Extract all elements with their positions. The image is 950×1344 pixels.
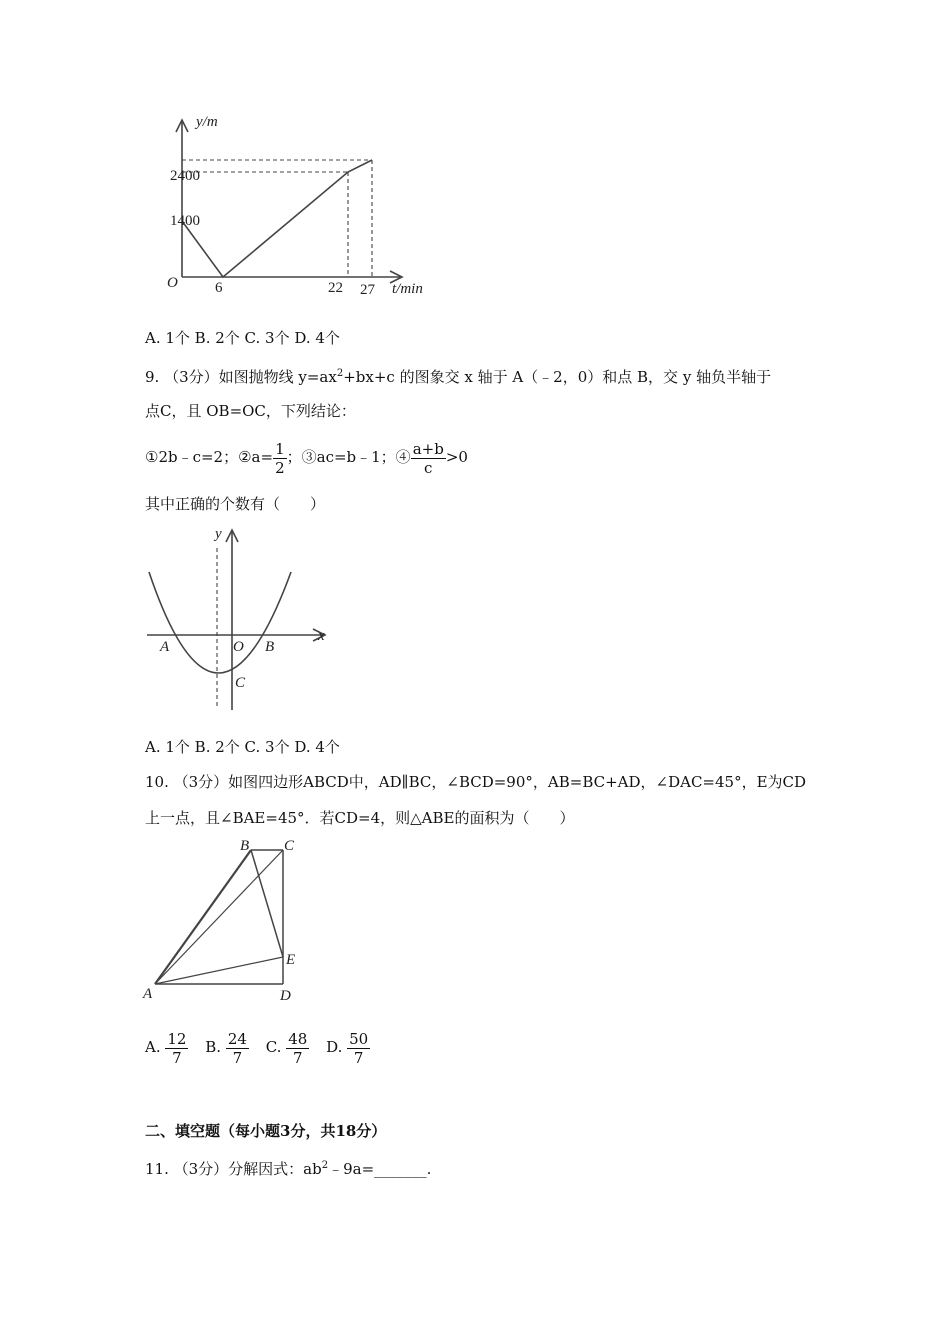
q9-line2: 点C，且 OB=OC，下列结论：	[145, 402, 356, 420]
graph-line	[182, 160, 372, 277]
x-tick-22: 22	[328, 280, 343, 296]
q9-line1: 9. （3分）如图抛物线 $y=ax^2+bx+c$ 的图象交 x 轴于 A（﹣2，0）和点 B，交 y 轴负半轴于	[145, 368, 772, 386]
q8-options: A. 1个 B. 2个 C. 3个 D. 4个	[145, 329, 340, 347]
q10-line1: 10. （3分）如图四边形ABCD中，AD∥BC，∠BCD=90°，AB=BC+AD，∠DAC=45°，E为CD	[145, 773, 807, 791]
y-tick-1400: 1400	[170, 213, 200, 229]
distance-time-graph	[160, 110, 450, 310]
point-e-label: E	[286, 952, 296, 968]
option-a-fraction: $\frac{12}{7}$	[167, 1029, 187, 1067]
fraction-a-plus-b-over-c: $\frac{a+b}{c}$	[412, 439, 444, 477]
x-axis-label: t/min	[392, 281, 423, 297]
point-a-label: A	[143, 986, 153, 1002]
point-c-label: C	[235, 675, 246, 691]
option-c-fraction: $\frac{48}{7}$	[288, 1029, 308, 1067]
option-d-fraction: $\frac{50}{7}$	[349, 1029, 369, 1067]
x-label: x	[318, 628, 325, 644]
x-tick-6: 6	[215, 280, 223, 296]
section-2-title: 二、填空题（每小题3分，共18分）	[145, 1122, 387, 1140]
point-d-label: D	[280, 988, 291, 1004]
q9-options: A. 1个 B. 2个 C. 3个 D. 4个	[145, 738, 340, 756]
origin-label: O	[167, 275, 178, 291]
segment-ab	[155, 850, 251, 984]
y-tick-2400: 2400	[170, 168, 200, 184]
quadrilateral-figure	[140, 832, 320, 1007]
parabola-curve	[149, 572, 291, 673]
q10-options: A. $\frac{12}{7}$ B. $\frac{24}{7}$ C. $\frac{48}{7}$ D. $\frac{50}{7}$	[145, 1029, 369, 1067]
x-tick-27: 27	[360, 282, 375, 298]
point-b-label: B	[240, 838, 250, 854]
option-b-fraction: $\frac{24}{7}$	[227, 1029, 247, 1067]
origin-label: O	[233, 639, 244, 655]
q11-line: 11. （3分）分解因式：$ab^2﹣9a=\_\_\_\_\_\_\_$.	[145, 1160, 432, 1178]
segment-ae	[155, 957, 283, 984]
segment-ac	[155, 850, 283, 984]
y-axis-label: y/m	[196, 114, 218, 130]
point-a-label: A	[160, 639, 170, 655]
q9-line4: 其中正确的个数有（ ）	[145, 495, 326, 513]
parabola-graph	[140, 520, 340, 715]
point-b-label: B	[265, 639, 275, 655]
point-c-label: C	[284, 838, 295, 854]
q9-conclusions: ①2b﹣c=2；②a= $\frac{1}{2}$ ；③ac=b﹣1；④ $\frac{a+b}{c}$ >0	[145, 439, 468, 477]
q10-line2: 上一点，且∠BAE=45°．若CD=4，则△ABE的面积为（ ）	[145, 809, 575, 827]
fraction-half: $\frac{1}{2}$	[275, 439, 285, 477]
y-label: y	[215, 526, 222, 542]
